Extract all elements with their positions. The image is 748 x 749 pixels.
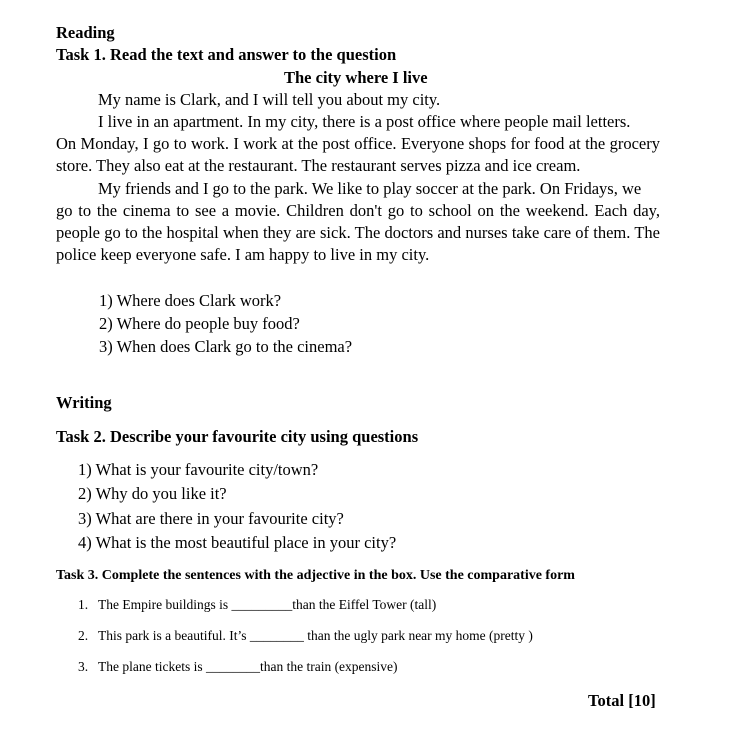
paragraph-1: My name is Clark, and I will tell you about my city. (98, 90, 441, 109)
reading-question: 2) Where do people buy food? (99, 314, 300, 333)
reading-question: 1) Where does Clark work? (99, 291, 282, 310)
sentence-number: 1. (78, 597, 89, 612)
task2-title: Task 2. Describe your favourite city using questions (56, 427, 419, 446)
sentence-text: The Empire buildings is _________than the Eiffel Tower (tall) (98, 597, 437, 612)
task3-title: Task 3. Complete the sentences with the adjective in the box. Use the comparative form (56, 568, 575, 583)
total-score: Total [10] (588, 691, 656, 710)
reading-question: 3) When does Clark go to the cinema? (99, 337, 353, 356)
paragraph-3-first-line: My friends and I go to the park. We like to play soccer at the park. On Fridays, we (98, 179, 642, 198)
sentence-text: This park is a beautiful. It’s ________ than the ugly park near my home (pretty ) (98, 628, 533, 643)
writing-question: 4) What is the most beautiful place in your city? (78, 533, 397, 552)
task1-title: Task 1. Read the text and answer to the question (56, 45, 397, 64)
writing-question: 1) What is your favourite city/town? (78, 460, 319, 479)
writing-question: 3) What are there in your favourite city? (78, 509, 344, 528)
story-title: The city where I live (284, 68, 428, 87)
paragraph-2-body: On Monday, I go to work. I work at the post office. Everyone shops for food at the grocery store. They also eat at the restaurant. The restaurant serves pizza and ice cream. (56, 134, 660, 175)
sentence-number: 2. (78, 628, 89, 643)
writing-question: 2) Why do you like it? (78, 484, 227, 503)
paragraph-3-body: go to the cinema to see a movie. Children don't go to school on the weekend. Each day, people go to the hospital when they are sick. The doctors and nurses take care of them. The police keep everyone safe. I am happy to live in my city. (56, 201, 660, 264)
sentence-number: 3. (78, 659, 89, 674)
reading-heading: Reading (56, 23, 115, 42)
paragraph-2-first-line: I live in an apartment. In my city, there is a post office where people mail letters. (98, 112, 631, 131)
writing-heading: Writing (56, 393, 112, 412)
sentence-text: The plane tickets is ________than the train (expensive) (98, 659, 398, 674)
